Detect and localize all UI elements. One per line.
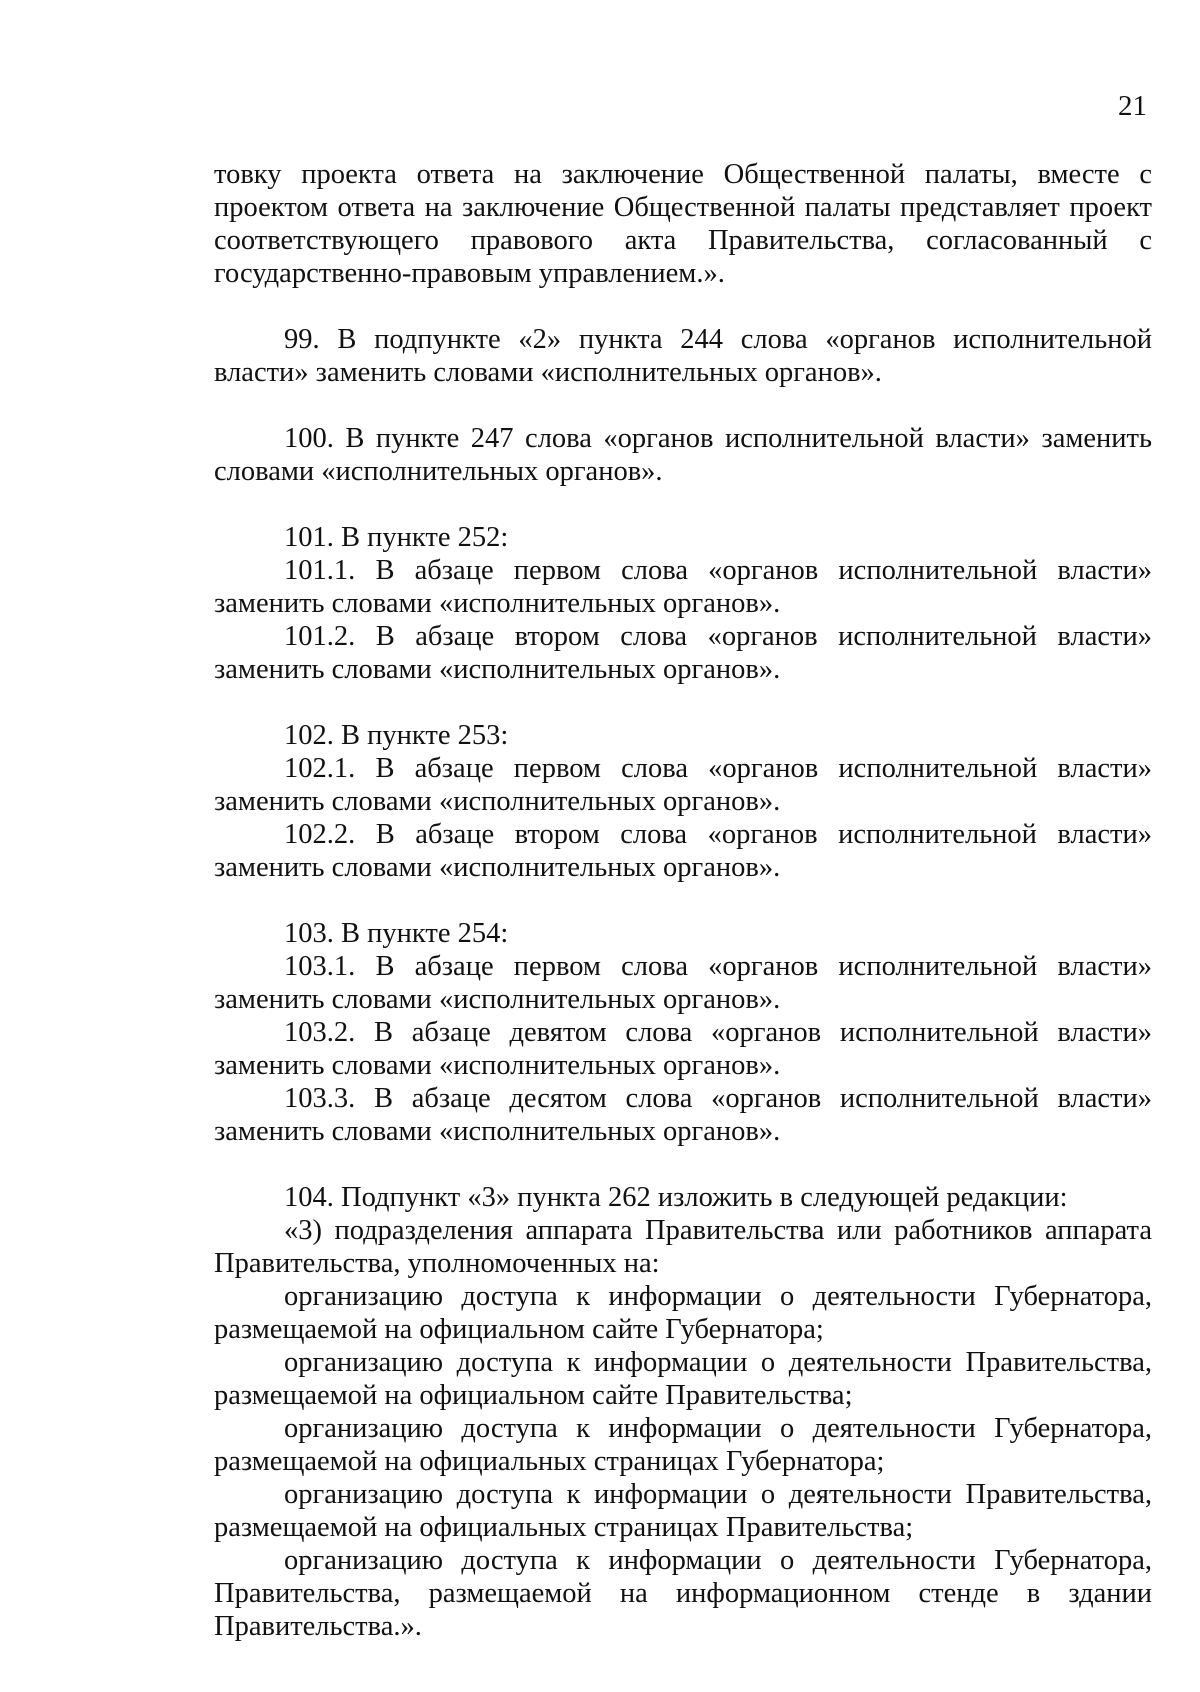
paragraph-item-101-2: 101.2. В абзаце втором слова «органов исполнительной власти» заменить словами «исполнительных органов».	[214, 621, 1152, 685]
paragraph-government-pages: организацию доступа к информации о деятельности Правительства, размещаемой на официальных страницах Правительства;	[214, 1479, 1152, 1543]
paragraph-info-stand: организацию доступа к информации о деятельности Губернатора, Правительства, размещаемой на информационном стенде в здании Правительства.».	[214, 1545, 1152, 1642]
paragraph-item-102-1: 102.1. В абзаце первом слова «органов исполнительной власти» заменить словами «исполнительных органов».	[214, 753, 1152, 817]
paragraph-item-100: 100. В пункте 247 слова «органов исполнительной власти» заменить словами «исполнительных органов».	[214, 423, 1152, 487]
paragraph-governor-site: организацию доступа к информации о деятельности Губернатора, размещаемой на официальном сайте Губернатора;	[214, 1281, 1152, 1345]
paragraph-item-102-2: 102.2. В абзаце втором слова «органов исполнительной власти» заменить словами «исполнительных органов».	[214, 819, 1152, 883]
paragraph-continuation: товку проекта ответа на заключение Общественной палаты, вместе с проектом ответа на заключение Общественной палаты представляет проект соответствующего правового акта Правительства, согласованный с государственно-правовым управлением.».	[214, 159, 1152, 289]
paragraph-government-site: организацию доступа к информации о деятельности Правительства, размещаемой на официальном сайте Правительства;	[214, 1347, 1152, 1411]
paragraph-governor-pages: организацию доступа к информации о деятельности Губернатора, размещаемой на официальных страницах Губернатора;	[214, 1413, 1152, 1477]
paragraph-item-101: 101. В пункте 252:	[284, 522, 509, 553]
paragraph-item-99: 99. В подпункте «2» пункта 244 слова «органов исполнительной власти» заменить словами «исполнительных органов».	[214, 324, 1152, 388]
paragraph-item-103-2: 103.2. В абзаце девятом слова «органов исполнительной власти» заменить словами «исполнительных органов».	[214, 1017, 1152, 1081]
document-body	[214, 158, 1152, 1643]
page-number: 21	[1118, 90, 1147, 122]
paragraph-item-101-1: 101.1. В абзаце первом слова «органов исполнительной власти» заменить словами «исполнительных органов».	[214, 555, 1152, 619]
paragraph-subitem-3: «3) подразделения аппарата Правительства или работников аппарата Правительства, уполномоченных на:	[214, 1215, 1152, 1279]
paragraph-item-103-3: 103.3. В абзаце десятом слова «органов исполнительной власти» заменить словами «исполнительных органов».	[214, 1083, 1152, 1147]
paragraph-item-102: 102. В пункте 253:	[284, 720, 509, 751]
paragraph-item-103: 103. В пункте 254:	[284, 918, 509, 949]
paragraph-item-103-1: 103.1. В абзаце первом слова «органов исполнительной власти» заменить словами «исполнительных органов».	[214, 951, 1152, 1015]
paragraph-item-104: 104. Подпункт «3» пункта 262 изложить в следующей редакции:	[284, 1182, 1068, 1213]
